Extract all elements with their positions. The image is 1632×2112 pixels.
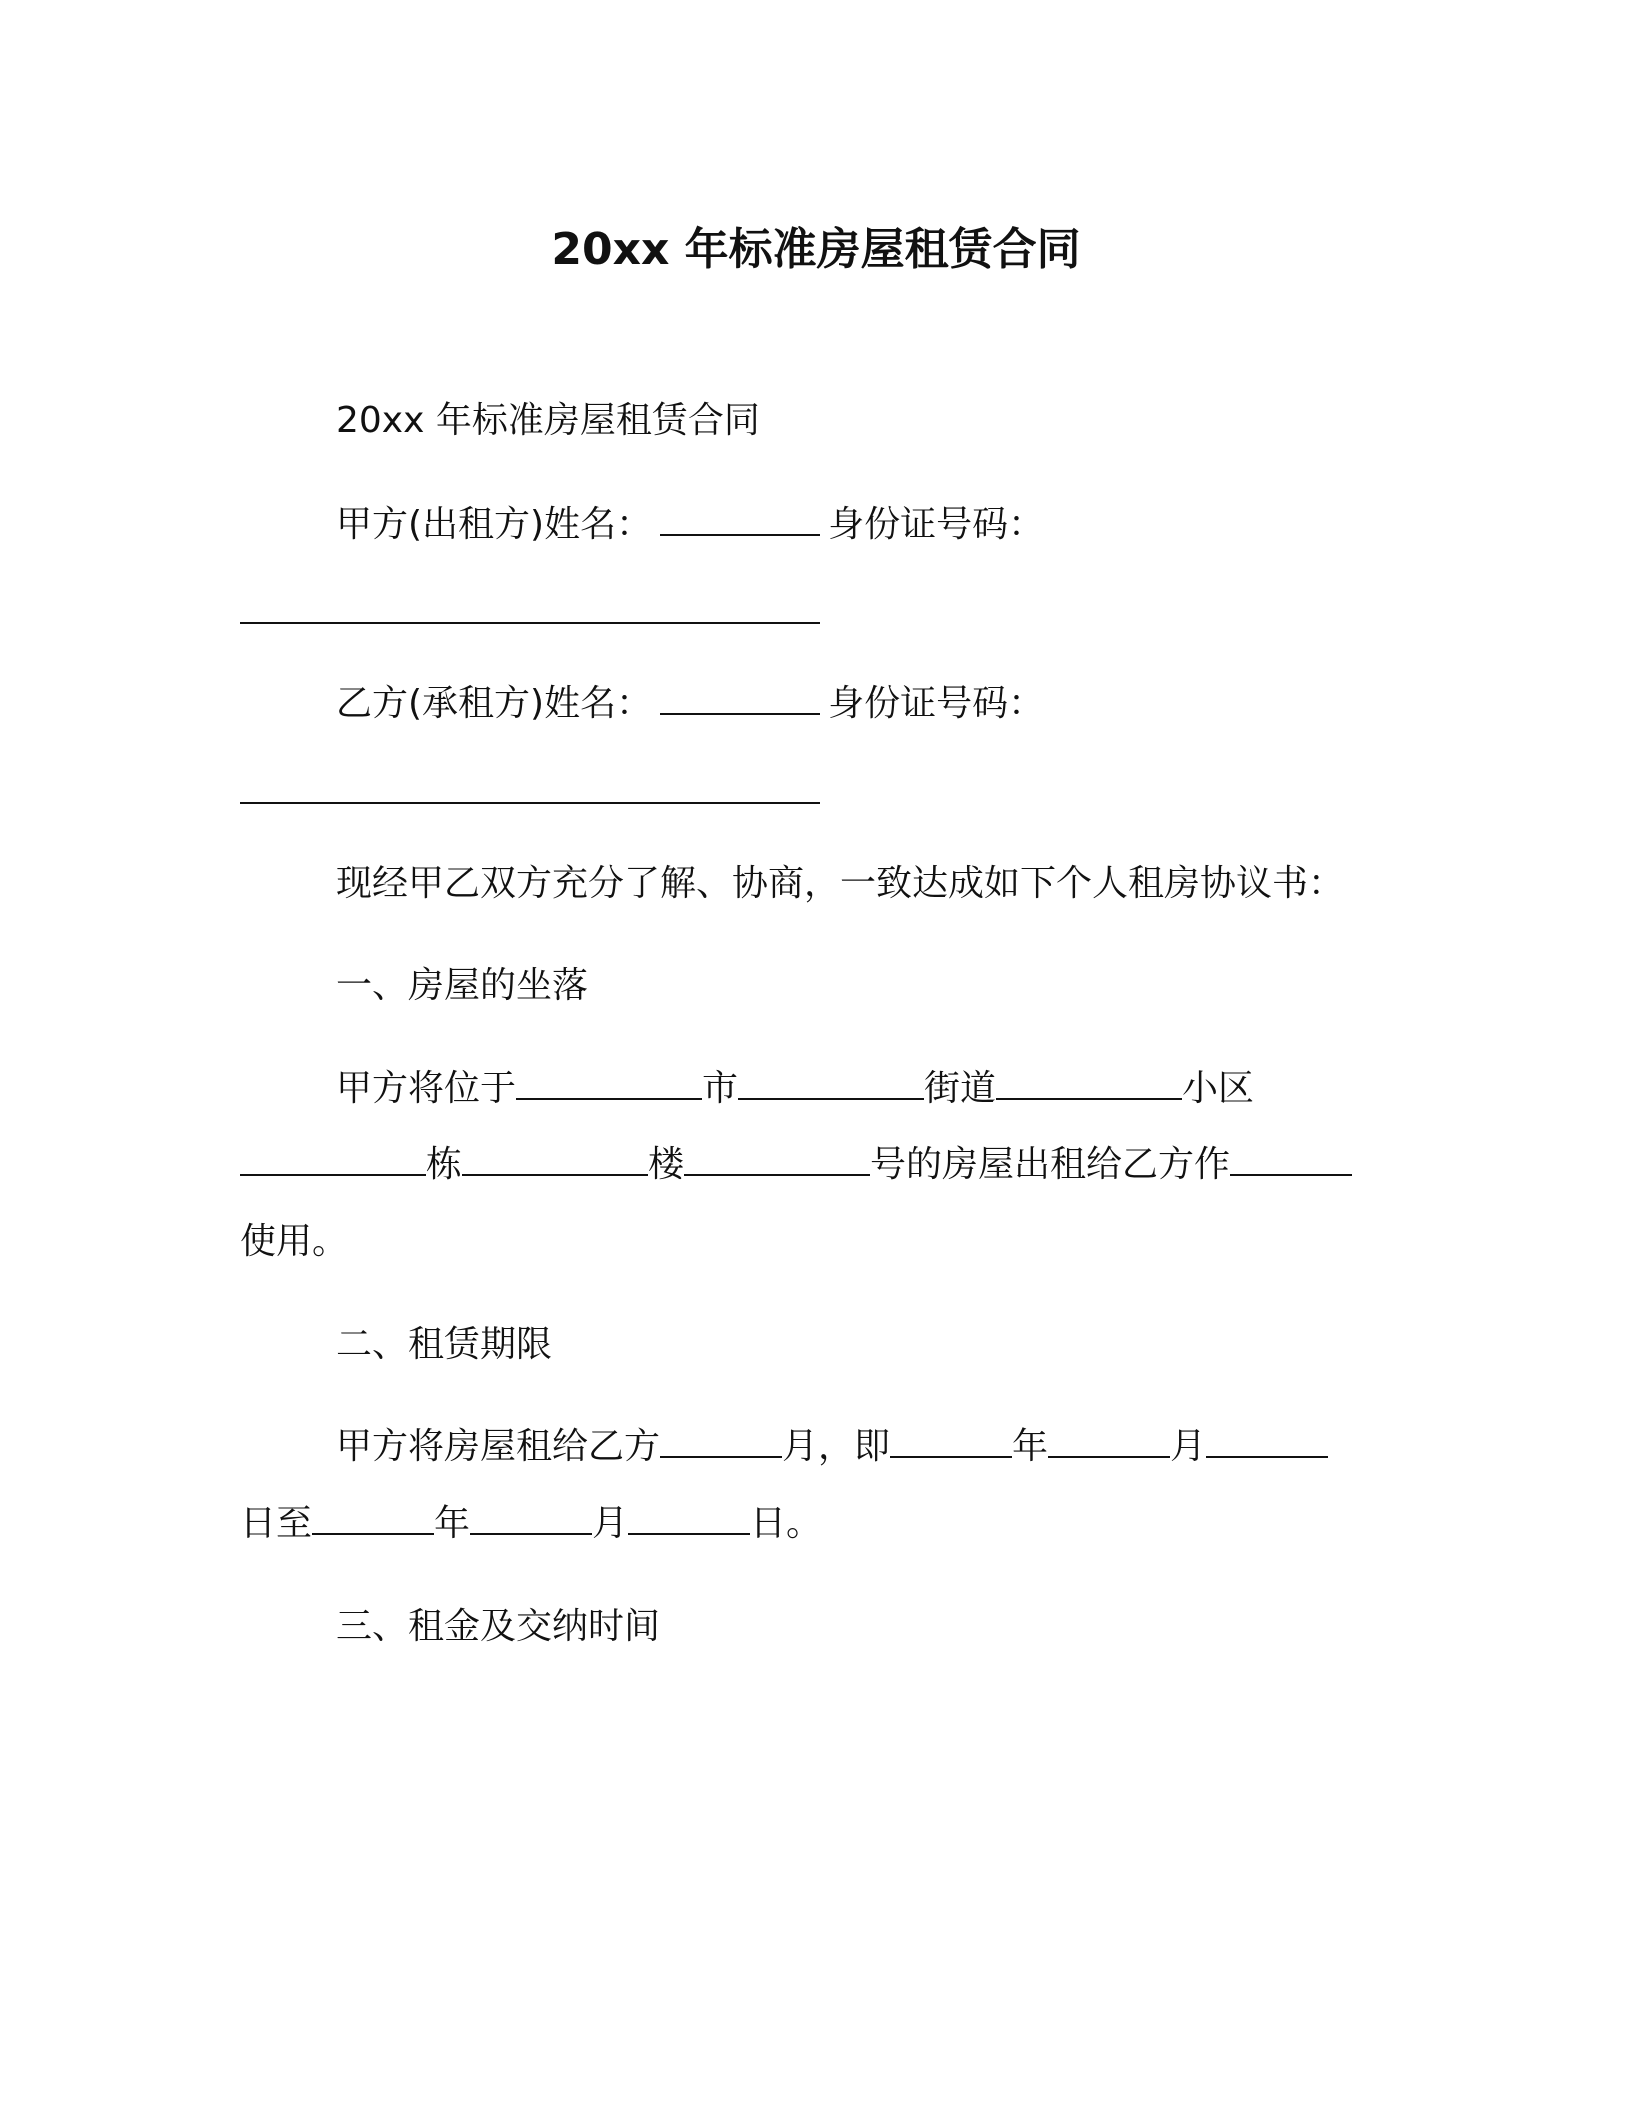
end-day-blank [628, 1503, 750, 1535]
street-blank [738, 1068, 924, 1100]
usage-blank [1230, 1144, 1352, 1176]
lease-months-blank [660, 1426, 782, 1458]
party-b-name-label: 乙方(承租方)姓名： [336, 683, 653, 724]
party-a-line [336, 502, 1044, 548]
city-blank [516, 1068, 702, 1100]
section1-line2 [240, 1142, 1352, 1188]
preamble: 现经甲乙双方充分了解、协商，一致达成如下个人租房协议书： [336, 863, 1345, 904]
party-b-id-label: 身份证号码： [828, 683, 1045, 724]
start-year-blank [890, 1426, 1012, 1458]
section1-text: 小区 [1182, 1068, 1255, 1109]
document-subtitle: 20xx 年标准房屋租赁合同 [336, 400, 760, 441]
section1-line3: 使用。 [240, 1221, 349, 1262]
section2-text: 年 [1012, 1426, 1049, 1467]
section2-text: 日至 [240, 1503, 313, 1544]
room-number-blank [684, 1144, 870, 1176]
section1-heading: 一、房屋的坐落 [336, 965, 589, 1006]
start-month-blank [1048, 1426, 1170, 1458]
building-blank [240, 1144, 426, 1176]
party-a-id-blank [240, 622, 820, 624]
section2-heading: 二、租赁期限 [336, 1324, 553, 1365]
community-blank [996, 1068, 1182, 1100]
section2-text: 甲方将房屋租给乙方 [336, 1426, 661, 1467]
section1-text: 号的房屋出租给乙方作 [870, 1144, 1231, 1185]
section2-text: 日。 [750, 1503, 823, 1544]
party-b-name-blank [660, 683, 820, 715]
section1-text: 甲方将位于 [336, 1068, 517, 1109]
end-year-blank [312, 1503, 434, 1535]
section1-text: 栋 [426, 1144, 463, 1185]
party-a-name-blank [660, 504, 820, 536]
document-title: 20xx 年标准房屋租赁合同 [551, 224, 1081, 275]
section1-text: 市 [702, 1068, 739, 1109]
party-a-id-label: 身份证号码： [828, 504, 1045, 545]
section2-text: 月，即 [782, 1426, 891, 1467]
party-b-id-blank [240, 802, 820, 804]
section2-text: 月 [592, 1503, 629, 1544]
section1-line1 [336, 1066, 1254, 1112]
party-b-line [336, 681, 1044, 727]
section1-text: 街道 [924, 1068, 997, 1109]
section2-text: 年 [434, 1503, 471, 1544]
section2-line1 [336, 1424, 1328, 1470]
party-a-name-label: 甲方(出租方)姓名： [336, 504, 653, 545]
floor-blank [462, 1144, 648, 1176]
section2-text: 月 [1170, 1426, 1207, 1467]
section3-heading: 三、租金及交纳时间 [336, 1606, 661, 1647]
end-month-blank [470, 1503, 592, 1535]
start-day-blank [1206, 1426, 1328, 1458]
section1-text: 楼 [648, 1144, 685, 1185]
section2-line2 [240, 1501, 822, 1547]
